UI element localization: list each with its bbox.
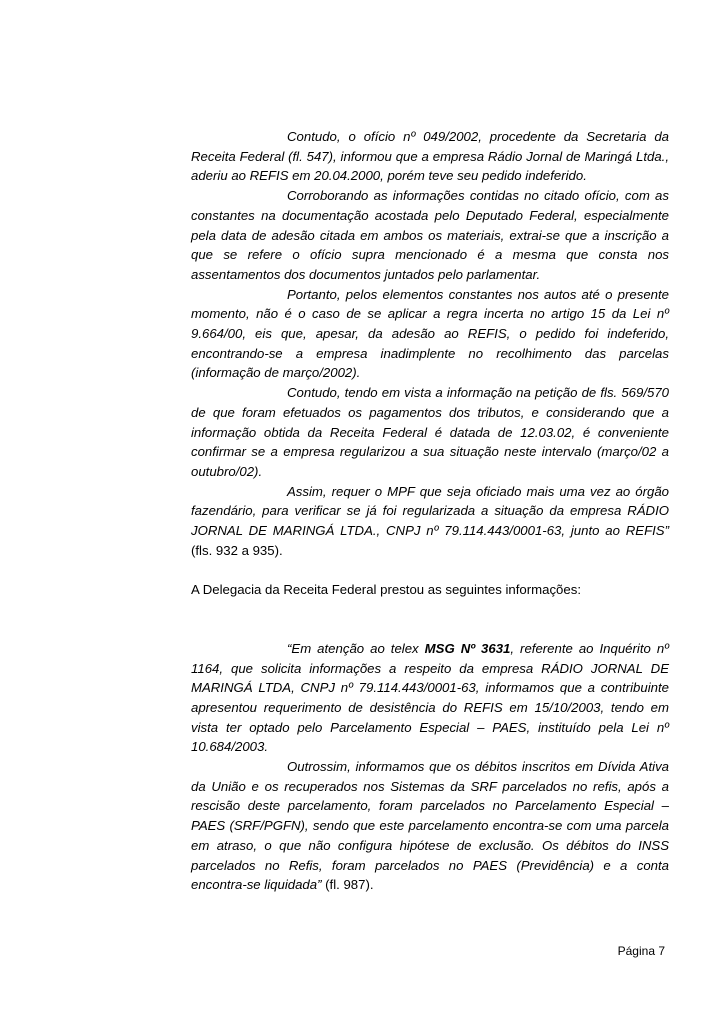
quote2-p1-rest: , referente ao Inquérito nº 1164, que solicita informações a respeito da empresa RÁDIO JORNAL DE MARINGÁ LTDA, CNPJ nº 79.114.443/0001-63, informamos que a contribuinte apresentou requerimento de desistência do REFIS em 15/10/2003, tendo em vista ter optado pelo Parcelamento Especial – PAES, instituído pela Lei nº 10.684/2003. — [191, 640, 669, 755]
quote2-paragraph-1 — [191, 639, 669, 757]
quote1-paragraph-5-text: Assim, requer o MPF que seja oficiado mais uma vez ao órgão fazendário, para verificar se já foi regularizada a situação da empresa RÁDIO JORNAL DE MARINGÁ LTDA., CNPJ nº 79.114.443/0001-63, junto ao REFIS” — [191, 483, 669, 539]
quote1-paragraph-2: Corroborando as informações contidas no citado ofício, com as constantes na documentação acostada pelo Deputado Federal, especialmente pela data de adesão citada em ambos os materiais, extrai-se que a inscrição a que se refere o ofício supra mencionado é a mesma que consta nos assentamentos dos documentos juntados pelo parlamentar. — [191, 188, 669, 282]
document-body — [191, 127, 669, 895]
page-number: Página 7 — [617, 944, 665, 958]
quote1-paragraph-4: Contudo, tendo em vista a informação na petição de fls. 569/570 de que foram efetuados os pagamentos dos tributos, e considerando que a informação obtida da Receita Federal é datada de 12.03.02, é conveniente confirmar se a empresa regularizou a sua situação neste intervalo (março/02 a outubro/02). — [191, 385, 669, 479]
quote2-reference: (fl. 987). — [321, 877, 374, 893]
quote1-paragraph-3: Portanto, pelos elementos constantes nos autos até o presente momento, não é o caso de se aplicar a regra incerta no artigo 15 da Lei nº 9.664/00, eis que, apesar, da adesão ao REFIS, o pedido foi indeferido, encontrando-se a empresa inadimplente no recolhimento das parcelas (informação de março/2002). — [191, 286, 669, 381]
quote2-p2-text: Outrossim, informamos que os débitos inscritos em Dívida Ativa da União e os recuperados nos Sistemas da SRF parcelados no refis, após a rescisão deste parcelamento, foram parcelados no Parcelamento Especial – PAES (SRF/PGFN), sendo que este parcelamento encontra-se com uma parcela em atraso, o que não configura hipótese de exclusão. Os débitos do INSS parcelados no Refis, foram parcelados no PAES (Previdência) e a conta encontra-se liquidada” — [191, 759, 669, 893]
quote2-telex-ref: MSG Nº 3631 — [424, 640, 511, 656]
intro-paragraph: A Delegacia da Receita Federal prestou as seguintes informações: — [191, 582, 581, 598]
quote2-paragraph-2 — [191, 757, 669, 895]
quote2-p1-start: “Em atenção ao telex — [287, 640, 425, 656]
quote1-paragraph-1: Contudo, o ofício nº 049/2002, procedente da Secretaria da Receita Federal (fl. 547), informou que a empresa Rádio Jornal de Maringá Ltda., aderiu ao REFIS em 20.04.2000, porém teve seu pedido indeferido. — [191, 129, 669, 184]
quote1-reference: (fls. 932 a 935). — [191, 542, 283, 558]
quote1-paragraph-5 — [191, 482, 669, 561]
